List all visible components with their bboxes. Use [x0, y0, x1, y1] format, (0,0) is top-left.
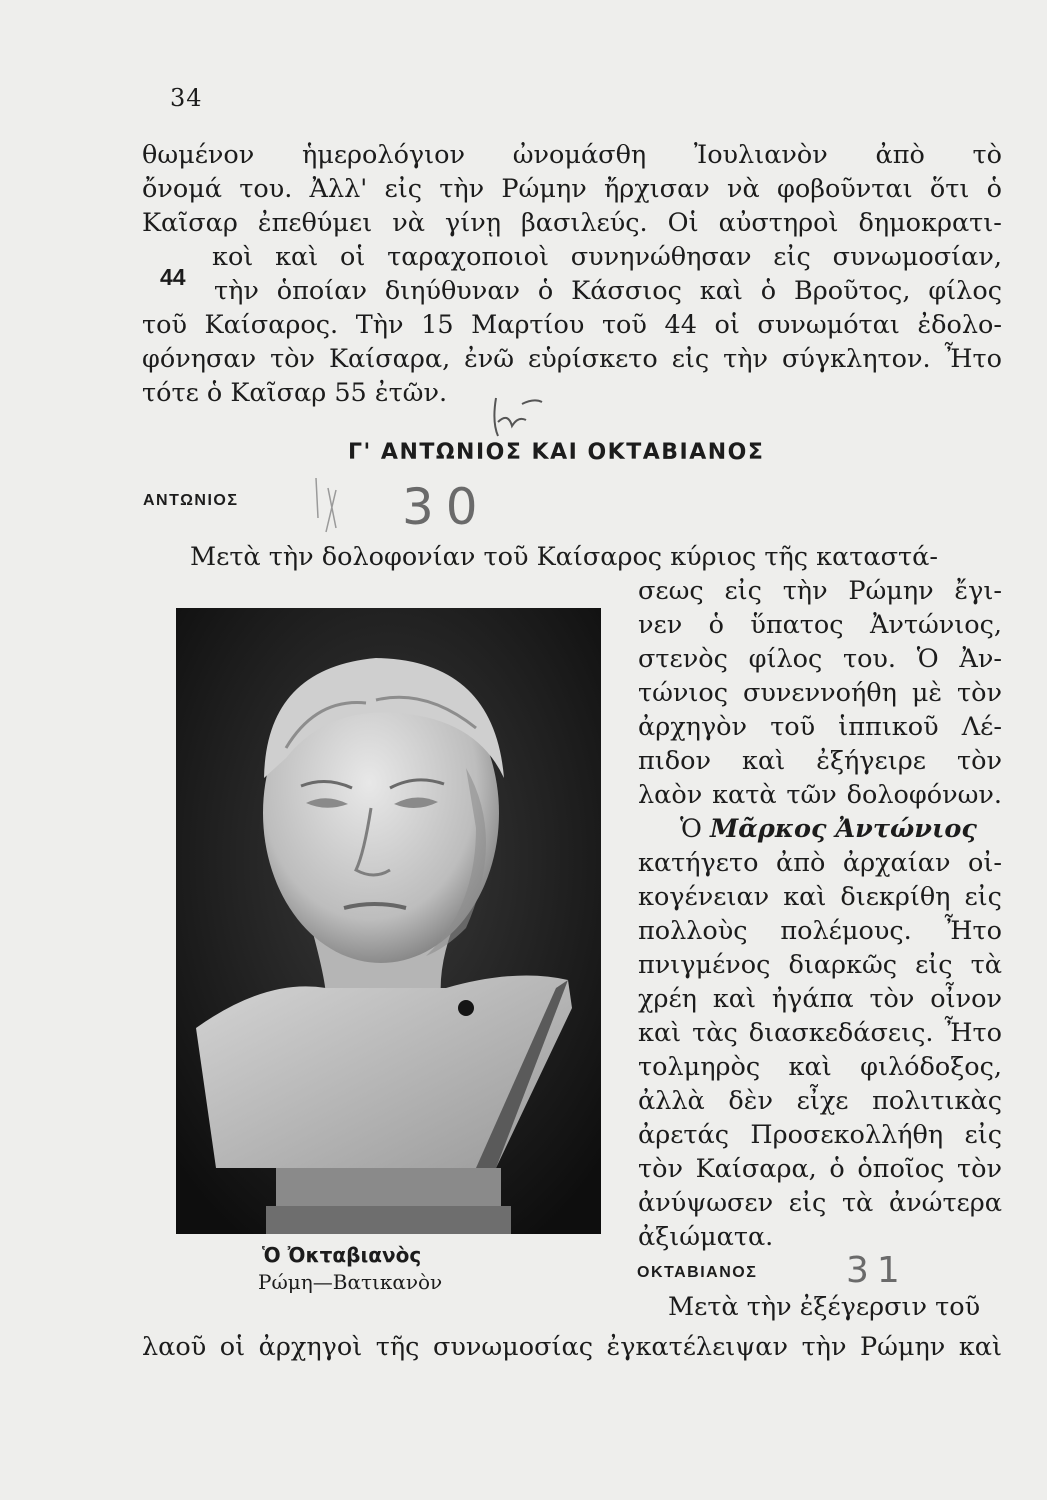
- word: τὸν: [638, 1154, 683, 1184]
- word: δὲν: [728, 1086, 773, 1116]
- word: σεως: [638, 576, 704, 606]
- word: πολέμους.: [780, 916, 912, 946]
- word: οἶνον: [930, 984, 1002, 1014]
- right2-line-2: [638, 880, 1002, 914]
- word: Ἀντώνιος,: [869, 610, 1002, 640]
- word: ἀπὸ: [775, 848, 826, 878]
- word: συνωμόται: [757, 310, 900, 340]
- right2-line-9: [638, 1118, 1002, 1152]
- word: καὶ: [788, 1052, 832, 1082]
- word: ὁποῖος: [857, 1154, 945, 1184]
- final-line: [142, 1330, 1002, 1364]
- right-line-4: [638, 676, 1002, 710]
- handwritten-mark: [478, 392, 548, 442]
- word: εἰς: [915, 950, 953, 980]
- word: ὕπατος: [750, 610, 844, 640]
- word: ἔγι-: [954, 576, 1002, 606]
- section-heading: Γ' ΑΝΤΩΝΙΟΣ ΚΑΙ ΟΚΤΑΒΙΑΝΟΣ: [348, 440, 765, 465]
- word: ἀρχηγοὶ: [258, 1332, 363, 1362]
- word: κογένειαν: [638, 882, 770, 912]
- word: πολιτικὰς: [872, 1086, 1002, 1116]
- word: οἱ: [714, 310, 740, 340]
- word: καὶ: [958, 1332, 1002, 1362]
- word: οἱ: [340, 242, 366, 272]
- word: στενὸς: [638, 644, 728, 674]
- word: σύγκλητον.: [781, 344, 931, 374]
- word: ἐδολο-: [917, 310, 1002, 340]
- word: βασιλεύς.: [521, 208, 648, 238]
- word: τώνιος: [638, 678, 729, 708]
- word: ὄνομά: [142, 174, 222, 204]
- right-line-7: [638, 778, 1002, 812]
- word: θωμένον: [142, 140, 255, 170]
- right2-line-7: [638, 1050, 1002, 1084]
- word: ἀλλὰ: [638, 1086, 705, 1116]
- word: τὸ: [972, 140, 1002, 170]
- word: ὁ: [760, 276, 777, 306]
- word: τὸν: [957, 746, 1002, 776]
- word: μὲ: [911, 678, 943, 708]
- word: δολοφόνων.: [846, 780, 1002, 810]
- text-line-5: [214, 274, 1002, 308]
- word: ἐνῶ: [464, 344, 515, 374]
- word: Κάσσιος: [571, 276, 682, 306]
- word: του.: [842, 644, 897, 674]
- word: τὴν: [214, 276, 259, 306]
- word: Καῖσαρ: [142, 208, 238, 238]
- word: οἰ-: [968, 848, 1002, 878]
- right2-line-11: [638, 1186, 1002, 1220]
- word: Ὁ: [916, 644, 939, 674]
- word: εἰς: [964, 1120, 1002, 1150]
- right2-line-5: [638, 982, 1002, 1016]
- word: Καίσαρα,: [695, 1154, 817, 1184]
- word: Καίσαρος.: [204, 310, 339, 340]
- word: φόνησαν: [142, 344, 257, 374]
- pencil-scribble: [306, 468, 356, 538]
- word: Ρώμην: [859, 1332, 946, 1362]
- word: Ἦτο: [944, 344, 1002, 374]
- word: τὰ: [841, 1188, 874, 1218]
- word: καὶ: [742, 746, 786, 776]
- text-line-3: [142, 206, 1002, 240]
- word: τὴν: [801, 1332, 847, 1362]
- word: Ἰουλιανὸν: [693, 140, 828, 170]
- word: συνεννοήθη: [742, 678, 897, 708]
- word: ταραχοποιοὶ: [387, 242, 549, 272]
- word: ὁ: [829, 1154, 845, 1184]
- handwritten-31: 31: [846, 1250, 908, 1291]
- word: εἶχε: [796, 1086, 849, 1116]
- word: εἰς: [724, 576, 762, 606]
- word: Ἦτο: [944, 916, 1002, 946]
- word: Ρώμην: [501, 174, 587, 204]
- word: χρέη: [638, 984, 697, 1014]
- word: 44: [664, 310, 697, 340]
- word: τὴν: [723, 344, 769, 374]
- marcus-antonios-name: Μᾶρκος Ἀντώνιος: [710, 814, 977, 844]
- margin-number: 44: [160, 264, 186, 290]
- word: ὁ: [986, 174, 1002, 204]
- word: τοῦ: [601, 310, 647, 340]
- caption-place: Ρώμη—Βατικανὸν: [258, 1270, 443, 1294]
- word: ἀνύψωσεν: [638, 1188, 774, 1218]
- word: Ρώμην: [848, 576, 934, 606]
- word: ἀρετάς: [638, 1120, 730, 1150]
- word: εἰς: [788, 1188, 827, 1218]
- sidenote-antonios: ΑΝΤΩΝΙΟΣ: [143, 492, 239, 509]
- marcus-line: [680, 812, 977, 846]
- word: συνωμοσίαν,: [832, 242, 1002, 272]
- word: καὶ: [699, 276, 743, 306]
- word: ἐξήγειρε: [816, 746, 926, 776]
- right-line-6: [638, 744, 1002, 778]
- right2-line-10: [638, 1152, 1002, 1186]
- word: κοὶ: [212, 242, 254, 272]
- word: φοβοῦνται: [777, 174, 913, 204]
- word: φίλος: [748, 644, 823, 674]
- word: ὅτι: [929, 174, 970, 204]
- text-line-7: [142, 342, 1002, 376]
- page-number: 34: [170, 84, 203, 112]
- word: εἰς: [671, 344, 710, 374]
- word: τὸν: [869, 984, 915, 1014]
- word: δημοκρατι-: [858, 208, 1002, 238]
- word: τῆς: [375, 1332, 420, 1362]
- word: εἰς: [964, 882, 1002, 912]
- word: συνηνώθησαν: [570, 242, 752, 272]
- word: κατήγετο: [638, 848, 759, 878]
- word: διηύθυναν: [384, 276, 521, 306]
- word: λαὸν: [638, 780, 703, 810]
- caption-title: Ὁ Ὀκταβιανὸς: [262, 1243, 422, 1267]
- word: Ἀλλ': [309, 174, 368, 204]
- bust-image: [176, 608, 601, 1234]
- handwritten-30: 30: [402, 478, 490, 536]
- right2-line-6: [638, 1016, 1002, 1050]
- word: ὁποίαν: [276, 276, 367, 306]
- word: ἐγκατέλειψαν: [606, 1332, 789, 1362]
- word: τολμηρὸς: [638, 1052, 761, 1082]
- word: του.: [239, 174, 293, 204]
- right2-line-3: [638, 914, 1002, 948]
- word: Βροῦτος,: [794, 276, 911, 306]
- word: τοῦ: [770, 712, 816, 742]
- word: Ἀν-: [959, 644, 1002, 674]
- word: τὸν: [957, 678, 1002, 708]
- word: φιλόδοξος,: [860, 1052, 1002, 1082]
- word: τὸν: [270, 344, 316, 374]
- right-line-5: [638, 710, 1002, 744]
- word: νὰ: [392, 208, 425, 238]
- word: λαοῦ: [142, 1332, 207, 1362]
- word: Οἱ: [667, 208, 699, 238]
- oktavianos-first-line: Μετὰ τὴν ἐξέγερσιν τοῦ: [668, 1292, 981, 1322]
- right-line-3: [638, 642, 1002, 676]
- word: Προσεκολλήθη: [750, 1120, 944, 1150]
- word: γίνῃ: [444, 208, 501, 238]
- word: διαρκῶς: [788, 950, 898, 980]
- word: καὶ: [712, 984, 756, 1014]
- right2-line-12: ἀξιώματα.: [638, 1222, 774, 1252]
- right-line-1: [638, 574, 1002, 608]
- word: πιδον: [638, 746, 711, 776]
- word: Καίσαρα,: [328, 344, 451, 374]
- right2-line-8: [638, 1084, 1002, 1118]
- right-line-2: [638, 608, 1002, 642]
- word: διεκρίθη: [840, 882, 951, 912]
- word: ἐπεθύμει: [257, 208, 373, 238]
- antonios-first-line: Μετὰ τὴν δολοφονίαν τοῦ Καίσαρος κύριος τῆς καταστά-: [190, 542, 938, 572]
- word: ὠνομάσθη: [512, 140, 647, 170]
- word: Τὴν: [355, 310, 404, 340]
- word: τὰς: [692, 1018, 738, 1048]
- word: πολλοὺς: [638, 916, 748, 946]
- word: 15: [421, 310, 454, 340]
- word: πνιγμένος: [638, 950, 771, 980]
- word: τὴν: [439, 174, 485, 204]
- text-line-6: [142, 308, 1002, 342]
- word: τὰ: [970, 950, 1002, 980]
- word: κατὰ: [712, 780, 777, 810]
- word: συνωμοσίας: [432, 1332, 593, 1362]
- word: ἀνώτερα: [888, 1188, 1002, 1218]
- text-line-2: [142, 172, 1002, 206]
- text-line-8: τότε ὁ Καῖσαρ 55 ἐτῶν.: [142, 378, 448, 408]
- marcus-prefix: Ὁ: [680, 814, 702, 844]
- word: ἠγάπα: [771, 984, 854, 1014]
- word: ἡμερολόγιον: [302, 140, 466, 170]
- right2-line-1: [638, 846, 1002, 880]
- word: εὑρίσκετο: [528, 344, 658, 374]
- word: τὴν: [782, 576, 828, 606]
- word: φίλος: [928, 276, 1002, 306]
- word: νεν: [638, 610, 683, 640]
- text-line-1: [142, 138, 1002, 172]
- word: ὁ: [708, 610, 724, 640]
- word: εἰς: [773, 242, 811, 272]
- word: τὸν: [957, 1154, 1002, 1184]
- word: τοῦ: [142, 310, 187, 340]
- right2-line-4: [638, 948, 1002, 982]
- word: αὐστηροὶ: [718, 208, 839, 238]
- word: τῶν: [786, 780, 837, 810]
- word: Μαρτίου: [471, 310, 585, 340]
- text-line-4: [212, 240, 1002, 274]
- word: Λέ-: [961, 712, 1002, 742]
- word: ὁ: [537, 276, 554, 306]
- word: ἀρχηγὸν: [638, 712, 748, 742]
- octavian-bust-photo: [176, 608, 601, 1234]
- word: νὰ: [727, 174, 760, 204]
- word: εἰς: [384, 174, 423, 204]
- word: οἱ: [219, 1332, 246, 1362]
- word: ἀπὸ: [875, 140, 925, 170]
- word: ἱππικοῦ: [838, 712, 939, 742]
- word: καὶ: [783, 882, 827, 912]
- word: Ἦτο: [944, 1018, 1002, 1048]
- word: ἤρχισαν: [603, 174, 710, 204]
- word: καὶ: [275, 242, 319, 272]
- word: διασκεδάσεις.: [748, 1018, 934, 1048]
- word: καὶ: [638, 1018, 682, 1048]
- word: ἀρχαίαν: [842, 848, 951, 878]
- sidenote-oktavianos: ΟΚΤΑΒΙΑΝΟΣ: [637, 1264, 758, 1281]
